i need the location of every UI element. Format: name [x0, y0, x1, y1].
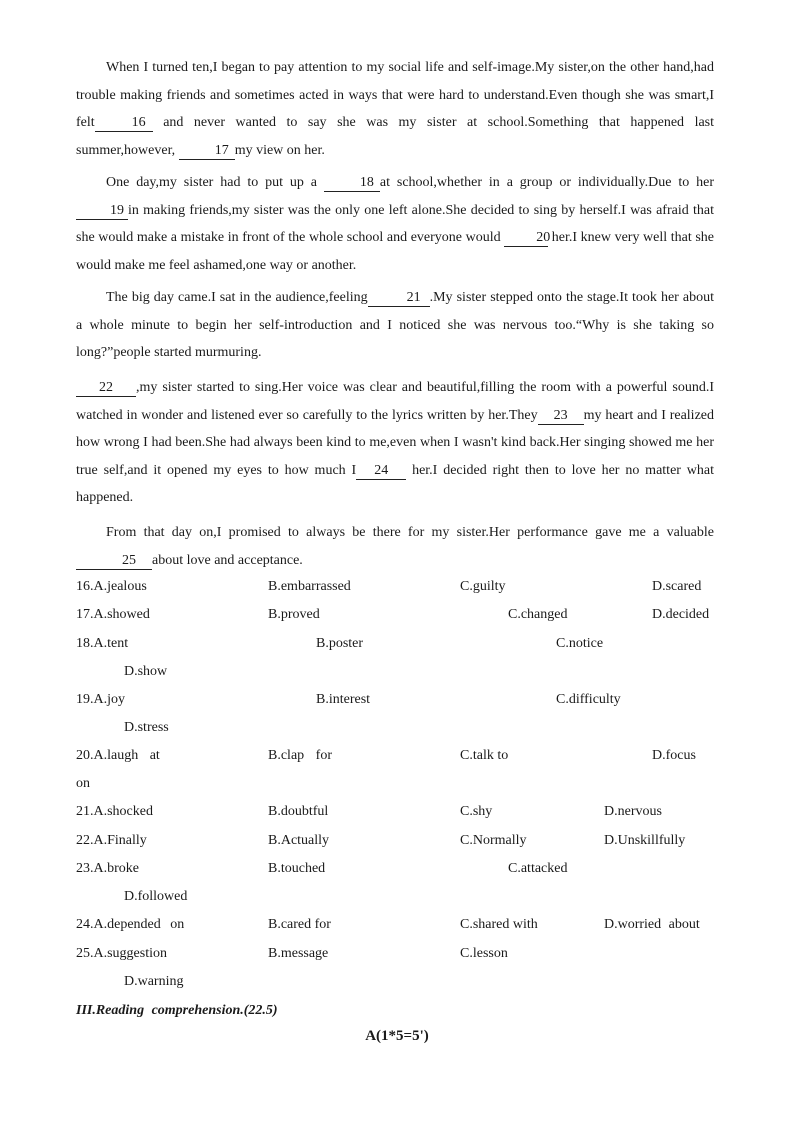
option-row-20	[76, 748, 736, 770]
blank-24[interactable]: 24	[356, 463, 406, 480]
passage-paragraph-3	[76, 284, 714, 367]
option-d[interactable]: D.nervous	[604, 804, 662, 819]
blank-19[interactable]: 19	[76, 203, 128, 220]
option-a-text: A.broke	[93, 861, 139, 876]
option-b[interactable]: B.clap for	[268, 748, 332, 763]
option-a[interactable]	[76, 917, 184, 933]
option-b[interactable]: B.message	[268, 946, 329, 961]
p4-text-1: ,my sister started to sing.Her voice was clear and beautiful,filling the room with a powerful sound.I watched in wonder and listened ever so carefully to the lyrics written by her.They	[76, 380, 714, 423]
option-a-text: A.laugh at	[93, 748, 160, 763]
option-c[interactable]: C.shy	[460, 804, 493, 819]
question-number: 25.	[76, 946, 94, 961]
option-c[interactable]: C.shared with	[460, 917, 538, 932]
option-d[interactable]: D.worried about	[604, 917, 700, 932]
section-subtitle: A(1*5=5')	[365, 1028, 429, 1044]
blank-20[interactable]: 20	[504, 230, 548, 247]
p2-text-2: at school,whether in a group or individually.Due to her	[379, 175, 715, 190]
option-b[interactable]: B.doubtful	[268, 804, 329, 819]
option-c[interactable]: C.changed	[508, 607, 568, 622]
passage-paragraph-1	[76, 54, 714, 164]
p5-text-2: about love and acceptance.	[152, 552, 303, 568]
option-row-16	[76, 579, 736, 601]
p1-text-3: my view on her.	[234, 142, 325, 158]
option-a-text: A.suggestion	[93, 946, 167, 961]
option-a[interactable]	[76, 804, 153, 820]
option-a[interactable]	[76, 748, 160, 764]
option-a[interactable]	[76, 946, 167, 962]
option-d-continued: on	[76, 776, 90, 791]
p2-text-4: her.I knew very well that she would make me feel ashamed,one way or another.	[76, 230, 714, 273]
p3-text-2: .My sister stepped onto the stage.It took her about a whole minute to begin her self-introduction and I noticed she was nervous too.“Why is she taking so long?”people started murmuring.	[76, 290, 714, 360]
option-row-25	[76, 946, 736, 968]
p4-text-2: my heart and I realized how wrong I had been.She had always been kind to me,even when I wasn't kind back.Her singing showed me her true self,and it opened my eyes to how much I	[76, 407, 714, 478]
option-b[interactable]: B.embarrassed	[268, 579, 351, 594]
option-a[interactable]	[76, 636, 128, 652]
question-number: 19.	[76, 692, 94, 707]
option-c[interactable]: C.notice	[556, 636, 604, 651]
option-a[interactable]	[76, 692, 125, 708]
passage-paragraph-4	[76, 374, 714, 512]
option-row-24	[76, 917, 736, 939]
option-d[interactable]: D.stress	[124, 720, 169, 735]
question-number: 20.	[76, 748, 94, 763]
option-d[interactable]: D.decided	[652, 607, 710, 622]
option-d[interactable]: D.show	[124, 664, 168, 679]
question-number: 22.	[76, 833, 94, 848]
question-number: 16.	[76, 579, 94, 594]
option-d[interactable]: D.warning	[124, 974, 184, 989]
option-c[interactable]: C.Normally	[460, 833, 527, 848]
option-a[interactable]	[76, 579, 147, 595]
blank-21[interactable]: 21	[368, 290, 430, 307]
option-a-text: A.joy	[93, 692, 125, 707]
blank-17[interactable]: 17	[179, 143, 235, 160]
option-a-text: A.depended on	[93, 917, 185, 932]
option-a[interactable]	[76, 833, 147, 849]
option-b[interactable]: B.Actually	[268, 833, 330, 848]
question-number: 23.	[76, 861, 94, 876]
option-b[interactable]: B.proved	[268, 607, 320, 622]
option-row-19	[76, 692, 736, 714]
option-b[interactable]: B.interest	[316, 692, 371, 707]
p1-text-2: and never wanted to say she was my sister at school.Something that happened last summer,however,	[76, 115, 715, 158]
option-a[interactable]	[76, 861, 139, 877]
p2-text-3: in making friends,my sister was the only one left alone.She decided to sing by herself.I was afraid that she would make a mistake in front of the whole school and everyone would	[76, 202, 714, 245]
option-row-22	[76, 833, 736, 855]
option-a-text: A.tent	[93, 636, 129, 651]
blank-23[interactable]: 23	[538, 408, 584, 425]
option-a-text: A.jealous	[93, 579, 147, 594]
p2-text-1: One day,my sister had to put up a	[106, 175, 317, 190]
blank-16[interactable]: 16	[95, 115, 153, 132]
option-b[interactable]: B.cared for	[268, 917, 331, 932]
option-c[interactable]: C.lesson	[460, 946, 508, 961]
option-c[interactable]: C.guilty	[460, 579, 506, 594]
blank-22[interactable]: 22	[76, 380, 136, 397]
option-row-17	[76, 607, 736, 629]
question-number: 17.	[76, 607, 94, 622]
option-a[interactable]	[76, 607, 150, 623]
blank-18[interactable]: 18	[324, 175, 380, 192]
p3-text-1: The big day came.I sat in the audience,feeling	[106, 290, 368, 305]
question-number: 24.	[76, 917, 94, 932]
option-d[interactable]: D.Unskillfully	[604, 833, 686, 848]
p4-text-3: her.I decided right then to love her no matter what happened.	[76, 462, 715, 505]
passage-paragraph-5	[76, 519, 714, 574]
section-title: III.Reading comprehension.(22.5)	[76, 1003, 278, 1018]
option-b[interactable]: B.poster	[316, 636, 364, 651]
p5-text-1: From that day on,I promised to always be there for my sister.Her performance gave me a valuable	[106, 525, 714, 540]
option-a-text: A.shocked	[93, 804, 153, 819]
question-number: 21.	[76, 804, 94, 819]
option-b[interactable]: B.touched	[268, 861, 326, 876]
option-row-23	[76, 861, 736, 883]
option-d[interactable]: D.focus	[652, 748, 696, 763]
option-c[interactable]: C.attacked	[508, 861, 568, 876]
option-row-18	[76, 636, 736, 658]
option-a-text: A.showed	[93, 607, 150, 622]
option-d[interactable]: D.scared	[652, 579, 702, 594]
option-c[interactable]: C.talk to	[460, 748, 509, 763]
option-row-21	[76, 804, 736, 826]
question-number: 18.	[76, 636, 94, 651]
p1-text-1: When I turned ten,I began to pay attention to my social life and self-image.My sister,on the other hand,had trouble making friends and sometimes acted in ways that were hard to understand.Even though she was smart,I felt	[76, 60, 714, 130]
option-c[interactable]: C.difficulty	[556, 692, 621, 707]
option-d[interactable]: D.followed	[124, 889, 188, 904]
blank-25[interactable]: 25	[76, 553, 152, 570]
option-a-text: A.Finally	[93, 833, 147, 848]
passage-paragraph-2	[76, 169, 714, 279]
